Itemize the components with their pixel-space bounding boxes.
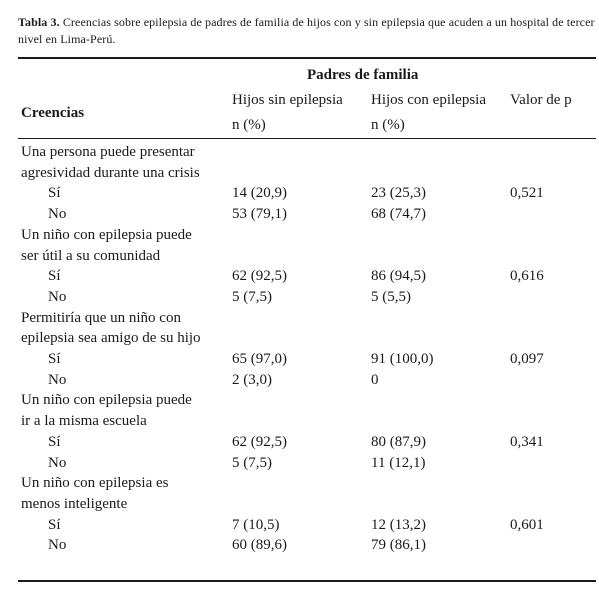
table-caption: [18, 14, 596, 48]
cell-sin-epilepsia: 62 (92,5): [232, 434, 287, 450]
belief-text: Un niño con epilepsia puede: [21, 227, 192, 243]
header-col3: Valor de p: [510, 92, 572, 108]
cell-con-epilepsia: 80 (87,9): [371, 434, 426, 450]
top-rule: [18, 57, 596, 59]
bottom-rule: [18, 580, 596, 582]
answer-label: Sí: [48, 351, 61, 367]
cell-con-epilepsia: 86 (94,5): [371, 268, 426, 284]
header-col1: Hijos sin epilepsia: [232, 92, 343, 108]
belief-text: Permitiría que un niño con: [21, 310, 181, 326]
answer-label: Sí: [48, 434, 61, 450]
cell-con-epilepsia: 5 (5,5): [371, 289, 411, 305]
cell-con-epilepsia: 0: [371, 372, 379, 388]
cell-p-value: 0,341: [510, 434, 544, 450]
cell-p-value: 0,601: [510, 517, 544, 533]
belief-text: menos inteligente: [21, 496, 128, 512]
belief-text: epilepsia sea amigo de su hijo: [21, 330, 201, 346]
belief-text: ser útil a su comunidad: [21, 248, 161, 264]
answer-label: No: [48, 206, 67, 222]
cell-con-epilepsia: 23 (25,3): [371, 185, 426, 201]
cell-sin-epilepsia: 53 (79,1): [232, 206, 287, 222]
caption-text: Creencias sobre epilepsia de padres de familia de hijos con y sin epilepsia que acuden a un hospital de tercer nivel en Lima-Perú.: [18, 15, 595, 46]
belief-text: ir a la misma escuela: [21, 413, 147, 429]
answer-label: No: [48, 372, 67, 388]
answer-label: No: [48, 289, 67, 305]
belief-text: Una persona puede presentar: [21, 144, 195, 160]
cell-sin-epilepsia: 7 (10,5): [232, 517, 280, 533]
header-col2-unit: n (%): [371, 117, 405, 133]
cell-sin-epilepsia: 2 (3,0): [232, 372, 272, 388]
cell-p-value: 0,616: [510, 268, 544, 284]
cell-sin-epilepsia: 65 (97,0): [232, 351, 287, 367]
cell-sin-epilepsia: 5 (7,5): [232, 289, 272, 305]
answer-label: Sí: [48, 185, 61, 201]
answer-label: Sí: [48, 268, 61, 284]
cell-con-epilepsia: 68 (74,7): [371, 206, 426, 222]
cell-sin-epilepsia: 60 (89,6): [232, 537, 287, 553]
cell-con-epilepsia: 12 (13,2): [371, 517, 426, 533]
header-col1-unit: n (%): [232, 117, 266, 133]
cell-sin-epilepsia: 14 (20,9): [232, 185, 287, 201]
cell-con-epilepsia: 11 (12,1): [371, 455, 426, 471]
caption-label: Tabla 3.: [18, 15, 60, 29]
cell-p-value: 0,521: [510, 185, 544, 201]
cell-p-value: 0,097: [510, 351, 544, 367]
header-rule: [18, 138, 596, 139]
cell-sin-epilepsia: 5 (7,5): [232, 455, 272, 471]
answer-label: No: [48, 455, 67, 471]
cell-con-epilepsia: 91 (100,0): [371, 351, 434, 367]
header-group: Padres de familia: [307, 67, 419, 83]
cell-sin-epilepsia: 62 (92,5): [232, 268, 287, 284]
answer-label: Sí: [48, 517, 61, 533]
belief-text: agresividad durante una crisis: [21, 165, 200, 181]
header-col2: Hijos con epilepsia: [371, 92, 486, 108]
answer-label: No: [48, 537, 67, 553]
belief-text: Un niño con epilepsia puede: [21, 392, 192, 408]
cell-con-epilepsia: 79 (86,1): [371, 537, 426, 553]
belief-text: Un niño con epilepsia es: [21, 475, 169, 491]
header-row-label: Creencias: [21, 105, 85, 121]
